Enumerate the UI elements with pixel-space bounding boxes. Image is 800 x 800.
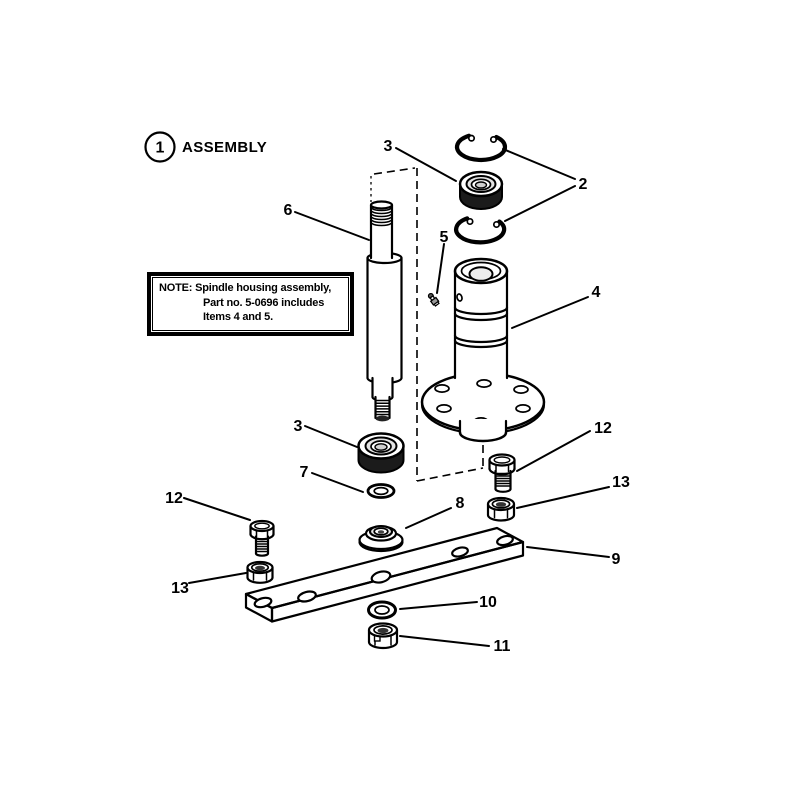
bearing-lower [359,434,404,473]
note-line-1: NOTE: Spindle housing assembly, [159,282,332,294]
note-box-inner [152,277,349,331]
callout-11: 11 [493,638,511,655]
bearing-upper [460,172,502,209]
hex-nut-bottom [369,624,397,649]
callout-9: 9 [611,551,621,568]
assembly-header [146,133,268,162]
note-box [147,272,354,336]
flanged-bearing [360,526,403,551]
hex-nut-left [248,562,273,583]
callout-5: 5 [439,229,449,246]
callout-6: 6 [283,202,293,219]
callout-3-lower: 3 [293,418,303,435]
callout-4: 4 [591,284,601,301]
callout-labels [165,138,630,655]
callout-8: 8 [455,495,465,512]
retaining-ring-upper [457,136,505,160]
callout-13-left: 13 [171,580,189,597]
retaining-ring-lower [456,218,504,242]
callout-3-top: 3 [383,138,393,155]
washer-7 [368,485,394,498]
header-index: 1 [155,139,165,157]
callout-10: 10 [479,594,497,611]
callout-12-right: 12 [594,420,612,437]
note-line-3: Items 4 and 5. [203,311,273,324]
callout-13-right: 13 [612,474,630,491]
grease-fitting [427,292,440,306]
note-line-2: Part no. 5-0696 includes [203,296,325,309]
callout-2: 2 [578,176,588,193]
page-title: ASSEMBLY [182,139,268,156]
callout-12-left: 12 [165,490,183,507]
washer-10 [369,602,396,618]
hex-bolt-left [251,521,274,556]
callout-7: 7 [299,464,309,481]
spindle-housing [422,259,544,441]
hex-nut-right [488,498,514,521]
spindle-shaft [368,202,402,422]
hex-bolt-right [490,455,515,492]
